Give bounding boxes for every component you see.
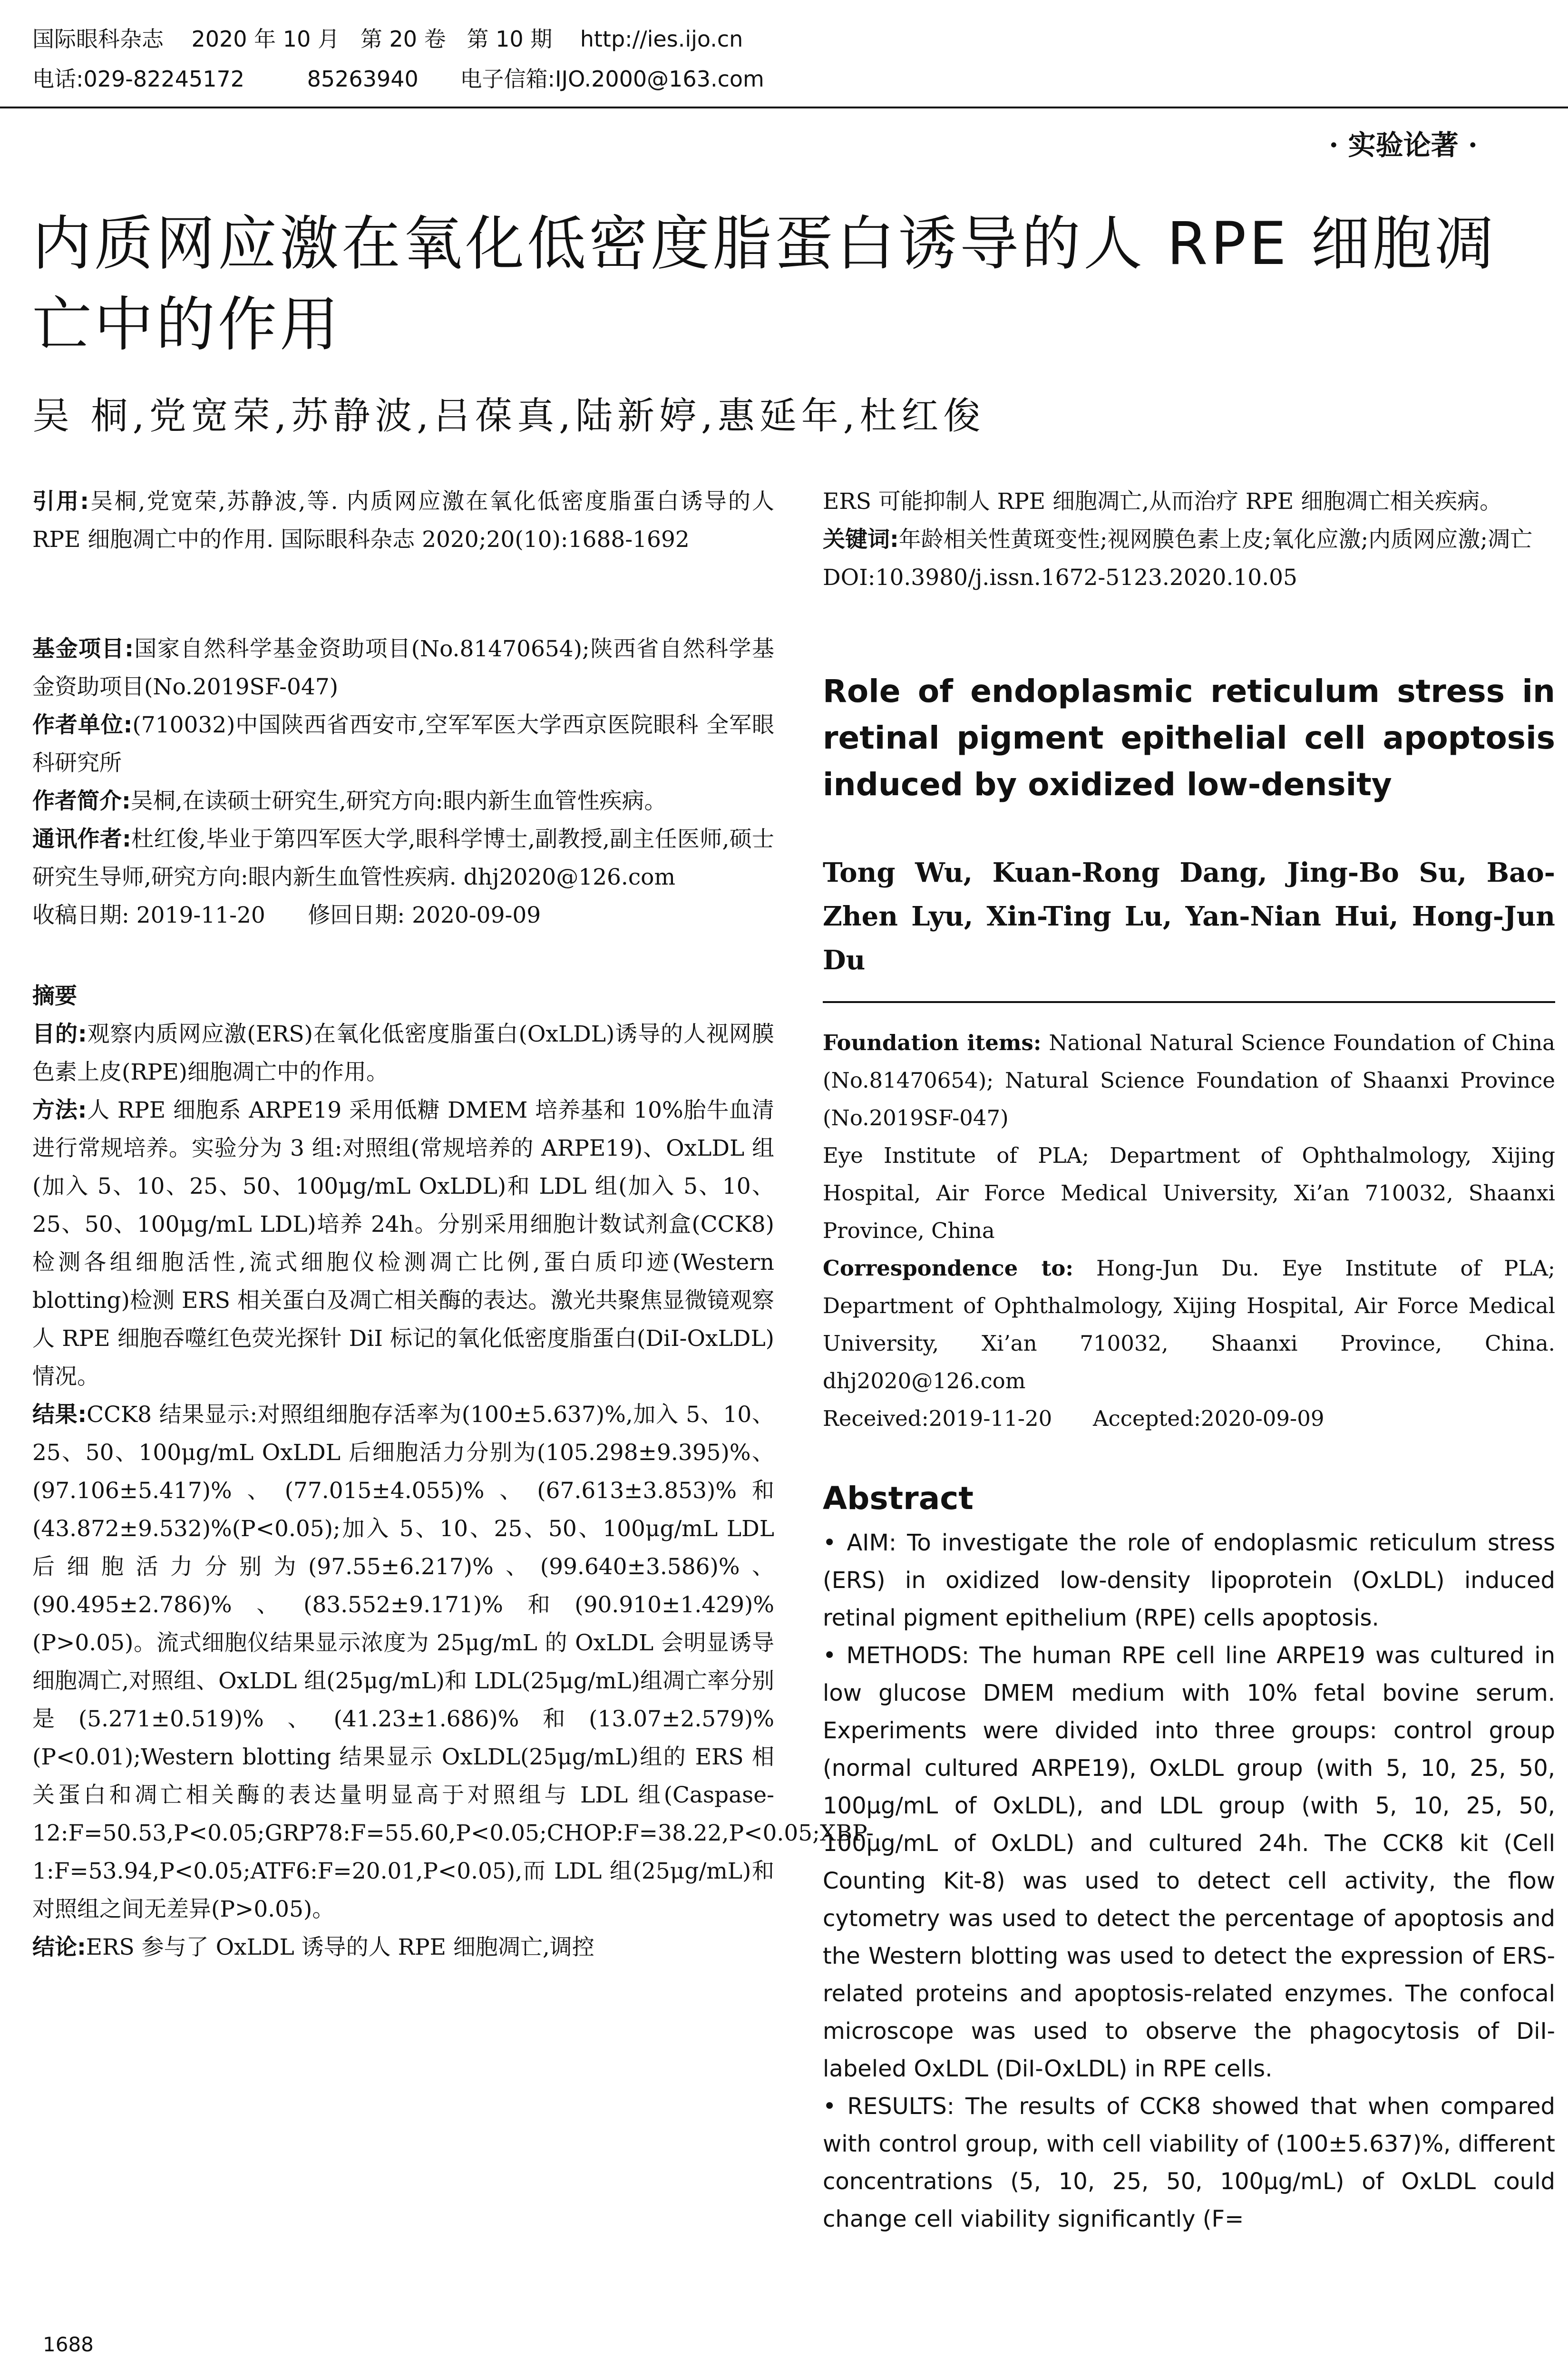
bio-text: 吴桐,在读硕士研究生,研究方向:眼内新生血管性疾病。 [130,788,667,814]
conclusion-continued: ERS 可能抑制人 RPE 细胞凋亡,从而治疗 RPE 细胞凋亡相关疾病。 [823,488,1502,515]
author-list: 吴 桐,党宽荣,苏静波,吕葆真,陆新婷,惠延年,杜红俊 [32,395,985,438]
english-rule [823,1001,1555,1003]
citation-text: 吴桐,党宽荣,苏静波,等. 内质网应激在氧化低密度脂蛋白诱导的人 RPE 细胞凋亡中的作用. 国际眼科杂志 2020;20(10):1688-1692 [32,488,775,553]
right-column [823,483,1555,2238]
section-tag: · 实验论著 · [1329,129,1478,161]
methods-label: 方法: [32,1097,87,1123]
keywords [823,521,1555,559]
unit-label: 作者单位: [32,712,133,738]
bio-label: 作者简介: [32,788,131,814]
aim-label: 目的: [32,1021,87,1047]
abstract-heading-cn: 摘要 [32,983,77,1009]
english-foundation [823,1024,1555,1137]
corr-text: 杜红俊,毕业于第四军医大学,眼科学博士,副教授,副主任医师,硕士研究生导师,研究方向:眼内新生血管性疾病. dhj2020@126.com [32,826,775,890]
foundation-text: National Natural Science Foundation of China (No.81470654); Natural Science Foundation of Shaanxi Province (No.2019SF-047) [823,1030,1556,1130]
abstract-heading-en: Abstract [823,1480,974,1517]
header-rule [0,107,1568,108]
results-label: 结果: [32,1402,87,1428]
concl-label: 结论: [32,1934,86,1960]
journal-header-line2: 电话:029-82245172 85263940 电子信箱:IJO.2000@163.com [32,66,764,92]
page-number: 1688 [43,2333,94,2356]
article-title: 内质网应激在氧化低密度脂蛋白诱导的人 RPE 细胞凋亡中的作用 [32,210,1497,359]
citation-label: 引用: [32,488,89,515]
citation [32,483,774,559]
concl-text: ERS 参与了 OxLDL 诱导的人 RPE 细胞凋亡,调控 [86,1934,594,1960]
correspondence-label: Correspondence to: [823,1256,1073,1281]
results-text: CCK8 结果显示:对照组细胞存活率为(100±5.637)%,加入 5、10、25、50、100μg/mL OxLDL 后细胞活力分别为(105.298±9.395)%、(97.106±5.417)%、(77.015±4.055)%、(67.613±3.853)%和(43.872±9.532)%(P<0.05);加入 5、10、25、50、100μg/mL LDL 后细胞活力分别为(97.55±6.217)%、(99.640±3.586)%、(90.495±2.786)%、(83.552±9.171)%和(90.910±1.429)%(P>0.05)。流式细胞仪结果显示浓度为 25μg/mL 的 OxLDL 会明显诱导细胞凋亡,对照组、OxLDL 组(25μg/mL)和 LDL(25μg/mL)组凋亡率分别是(5.271±0.519)%、(41.23±1.686)%和(13.07±2.579)%(P<0.01);Western blotting 结果显示 OxLDL(25μg/mL)组的 ERS 相关蛋白和凋亡相关酶的表达量明显高于对照组与 LDL 组(Caspase-12:F=50.53,P<0.05;GRP78:F=55.60,P<0.05;CHOP:F=38.22,P<0.05;XBP-1:F=53.94,P<0.05;ATF6:F=20.01,P<0.05),而 LDL 组(25μg/mL)和对照组之间无差异(P>0.05)。 [32,1402,874,1922]
unit-text: (710032)中国陕西省西安市,空军军医大学西京医院眼科 全军眼科研究所 [32,712,775,776]
english-title: Role of endoplasmic reticulum stress in retinal pigment epithelial cell apoptosis induced by oxidized low-density [823,673,1555,803]
correspondence-text: Hong-Jun Du. Eye Institute of PLA; Department of Ophthalmology, Xijing Hospital, Air Force Medical University, Xi’an 710032, Shaanxi Province, China. dhj2020@126.com [823,1256,1555,1393]
abstract-methods [32,1091,774,1396]
methods-text: 人 RPE 细胞系 ARPE19 采用低糖 DMEM 培养基和 10%胎牛血清进行常规培养。实验分为 3 组:对照组(常规培养的 ARPE19)、OxLDL 组(加入 5、10、25、50、100μg/mL OxLDL)和 LDL 组(加入 5、10、25、50、100μg/mL LDL)培养 24h。分别采用细胞计数试剂盒(CCK8)检测各组细胞活性,流式细胞仪检测凋亡比例,蛋白质印迹(Western blotting)检测 ERS 相关蛋白及凋亡相关酶的表达。激光共聚焦显微镜观察人 RPE 细胞吞噬红色荧光探针 DiI 标记的氧化低密度脂蛋白(DiI-OxLDL)情况。 [32,1097,774,1390]
en-aim: • AIM: To investigate the role of endoplasmic reticulum stress (ERS) in oxidized low-density lipoprotein (OxLDL) induced retinal pigment epithelium (RPE) cells apoptosis. [823,1529,1555,1631]
author-unit [32,706,774,782]
doi: DOI:10.3980/j.issn.1672-5123.2020.10.05 [823,565,1297,591]
author-bio [32,782,774,820]
fund-text: 国家自然科学基金资助项目(No.81470654);陕西省自然科学基金资助项目(No.2019SF-047) [32,636,775,700]
fund-info [32,630,774,706]
fund-label: 基金项目: [32,636,134,662]
en-methods: • METHODS: The human RPE cell line ARPE19 was cultured in low glucose DMEM medium with 10% fetal bovine serum. Experiments were divided into three groups: control group (normal cultured ARPE19), OxLDL group (with 5, 10, 25, 50, 100μg/mL of OxLDL), and LDL group (with 5, 10, 25, 50, 100μg/mL of OxLDL) and cultured 24h. The CCK8 kit (Cell Counting Kit-8) was used to detect cell activity, the flow cytometry was used to detect the percentage of apoptosis and the Western blotting was used to detect the expression of ERS-related proteins and apoptosis-related enzymes. The confocal microscope was used to observe the phagocytosis of DiI-labeled OxLDL (DiI-OxLDL) in RPE cells. [823,1642,1555,2082]
aim-text: 观察内质网应激(ERS)在氧化低密度脂蛋白(OxLDL)诱导的人视网膜色素上皮(RPE)细胞凋亡中的作用。 [32,1021,775,1085]
abstract-conclusion [32,1929,774,1967]
journal-header-line1: 国际眼科杂志 2020 年 10 月 第 20 卷 第 10 期 http://ies.ijo.cn [32,26,743,52]
english-affiliation: Eye Institute of PLA; Department of Ophthalmology, Xijing Hospital, Air Force Medical University, Xi’an 710032, Shaanxi Province, China [823,1143,1555,1243]
corr-label: 通讯作者: [32,826,131,852]
received-dates: 收稿日期: 2019-11-20 修回日期: 2020-09-09 [32,902,541,928]
foundation-label: Foundation items: [823,1030,1042,1055]
corresponding-author [32,820,774,896]
english-authors: Tong Wu, Kuan-Rong Dang, Jing-Bo Su, Bao-Zhen Lyu, Xin-Ting Lu, Yan-Nian Hui, Hong-Jun Du [823,857,1555,976]
keywords-label: 关键词: [823,526,899,553]
keywords-text: 年龄相关性黄斑变性;视网膜色素上皮;氧化应激;内质网应激;凋亡 [898,526,1533,553]
english-correspondence [823,1249,1555,1400]
english-received: Received:2019-11-20 Accepted:2020-09-09 [823,1406,1325,1431]
abstract-results [32,1396,874,1929]
abstract-aim [32,1015,774,1091]
en-results: • RESULTS: The results of CCK8 showed that when compared with control group, with cell viability of (100±5.637)%, different concentrations (5, 10, 25, 50, 100μg/mL) of OxLDL could change cell viability significantly (F= [823,2093,1555,2232]
